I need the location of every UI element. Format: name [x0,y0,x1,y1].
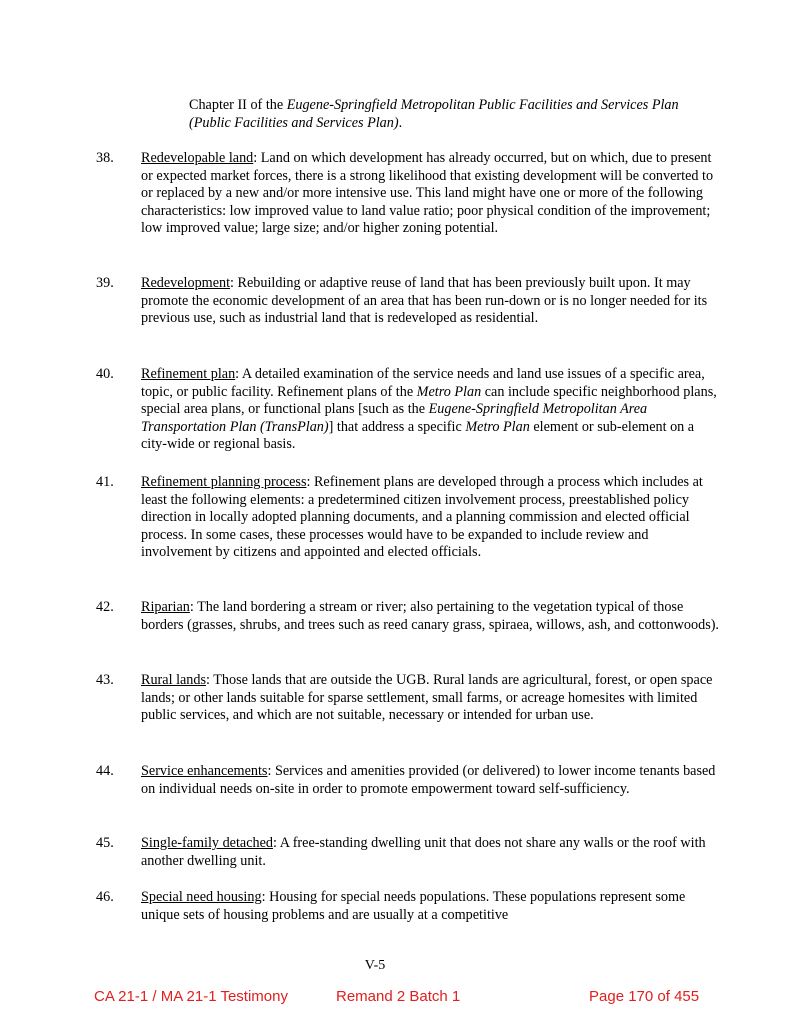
definition-number: 44. [96,763,114,779]
definition-text: ] that address a specific [328,418,466,435]
intro-continuation [189,97,719,132]
definition-italic: Metro Plan [416,383,482,400]
definition-42 [96,599,721,634]
definition-38 [96,150,721,238]
definition-46 [96,889,721,924]
definition-number: 43. [96,672,114,688]
definition-italic: Metro Plan [465,418,530,435]
definition-text: : Land on which development has already occurred, but on which, due to present or expected market forces, there is a strong likelihood that existing development will be converted to or replaced by a new and/or more intensive use. This land might have one or more of the following characteristics: low improved value to land value ratio; poor physical condition of the improvement; low improved value; large size; and/or higher zoning potential. [141,150,714,237]
intro-text: Chapter II of the [189,97,287,113]
definition-text: : A detailed examination of the service needs and land use issues of a specific area, topic, or public facility. Refinement plans of the [141,366,705,400]
definition-43 [96,672,721,725]
definition-41 [96,474,721,562]
definition-term: Refinement plan [141,366,236,382]
definition-text: can include specific neighborhood plans, special area plans, or functional plans [such as the [141,383,717,418]
definition-45 [96,835,721,870]
definition-number: 39. [96,275,114,291]
definition-term: Single-family detached [141,835,273,851]
definition-term: Special need housing [141,889,262,905]
definition-number: 40. [96,366,114,382]
definition-text: : Refinement plans are developed through a process which includes at least the following elements: a predetermined citizen involvement process, preestablished policy direction in locally adopted planning documents, and a planning commission and elected official process. In some cases, these processes would have to be expanded to include review and involvement by citizens and appointed and elected officials. [141,474,703,561]
page-number: V-5 [364,958,386,973]
footer-testimony: CA 21-1 / MA 21-1 Testimony [94,988,288,1005]
definition-40 [96,366,721,454]
definition-number: 45. [96,835,114,851]
definition-term: Redevelopment [141,275,231,291]
definition-text: element or sub-element on a city-wide or regional basis. [141,418,695,453]
definition-number: 42. [96,599,114,615]
definition-text: : A free-standing dwelling unit that does not share any walls or the roof with another dwelling unit. [141,835,706,869]
definition-text: : Housing for special needs populations. These populations represent some unique sets of housing problems and are usually at a competitive [141,889,686,923]
definition-term: Redevelopable land [141,150,254,166]
footer-page-count: Page 170 of 455 [589,988,700,1005]
definition-term: Rural lands [141,672,207,688]
footer-batch: Remand 2 Batch 1 [336,988,461,1005]
intro-end: . [398,114,403,131]
definition-number: 46. [96,889,114,905]
definition-text: : Rebuilding or adaptive reuse of land that has been previously built upon. It may promote the economic development of an area that has been run-down or is no longer needed for its previous use, such as industrial land that is redeveloped as residential. [141,275,708,327]
definition-44 [96,763,721,798]
definition-number: 38. [96,150,114,166]
definition-term: Service enhancements [141,763,268,779]
definition-39 [96,275,721,328]
definition-text: : Those lands that are outside the UGB. Rural lands are agricultural, forest, or open space lands; or other lands suitable for sparse settlement, small farms, or acreage homesites with limited public services, and which are not suitable, necessary or intended for urban use. [141,672,713,724]
definition-italic: Eugene-Springfield Metropolitan Area Transportation Plan (TransPlan) [141,401,648,435]
definition-term: Refinement planning process [141,474,307,490]
definition-text: : The land bordering a stream or river; also pertaining to the vegetation typical of those borders (grasses, shrubs, and trees such as reed canary grass, spiraea, willows, ash, and cottonwoods). [141,599,719,633]
intro-title: Eugene-Springfield Metropolitan Public Facilities and Services Plan (Public Facilities and Services Plan) [189,97,679,131]
definition-number: 41. [96,474,114,490]
definition-text: : Services and amenities provided (or delivered) to lower income tenants based on individual needs on-site in order to promote empowerment toward self-sufficiency. [141,763,716,797]
definition-term: Riparian [141,599,190,615]
